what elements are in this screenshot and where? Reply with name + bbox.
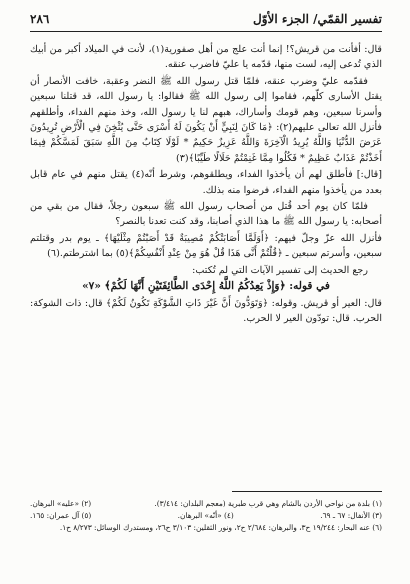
footnote: (٣) الأنفال: ٦٧ ـ ٦٩. [320, 511, 382, 520]
running-title: تفسير القمّي/ الجزء الأوّل [253, 12, 382, 26]
main-text [30, 42, 382, 327]
quran-verse: في قوله: ﴿وَإِذْ يَعِدُكُمُ اللَّهُ إِحْدَى الطَّائِفَتَيْنِ أَنَّهَا لَكُمْ﴾ «٧» [82, 280, 330, 293]
footnote-row [30, 510, 382, 522]
paragraph: رجع الحديث إلى تفسير الآيات التي لم تُكتب: [192, 264, 368, 276]
page-number: ٢٨٦ [30, 12, 50, 26]
footnotes [30, 498, 382, 534]
footnote: (٥) آل عمران: ١٦٥. [30, 511, 92, 520]
header-rule [30, 31, 382, 32]
paragraph: قال: أفأنت من قريش؟! إنما أنت علج من أهل صفورية(١)، لأنت في الميلاد أكبر من أبيك الذي تُدعى إليه، لست منها، قدّمه يا عليّ فاضرب عنقه. [30, 44, 382, 71]
paragraph: قال: العير أو قريش. وقوله: ﴿وَتَوَدُّونَ أَنَّ غَيْرَ ذَاتِ الشَّوْكَةِ تَكُونُ لَكُمْ﴾ قال: ذات الشوكة: الحرب. قال: تودّون العير لا الحرب. [30, 297, 382, 324]
footnote-row [30, 498, 382, 510]
footnote: (٦) عنه البحار: ١٩/٢٤٤ ح٣، والبرهان: ٢/٦٨٤ ح٢، ونور الثقلين: ٣/١٠٣ ح٢٦، ومستدرك الوسائل: ٨/٢٧٣ ح١. [59, 523, 382, 532]
paragraph: فقدّمه عليّ وضرب عنقه، فلمّا قتل رسول الله ﷺ النضر وعقبة، خافت الأنصار أن يقتل الأسارى كلّهم، فقاموا إلى رسول الله ﷺ فقالوا: يا رسول الله، قد قتلنا سبعين وأسرنا سبعين، وهم قومك وأساراك، هبهم لنا يا رسول الله، وخذ منهم الفداء، وأطلقهم فأنزل الله تعالى عليهم(٢): ﴿مَا كَانَ لِنَبِيٍّ أَنْ يَكُونَ لَهُ أَسْرَى حَتَّى يُثْخِنَ فِي الْأَرْضِ تُرِيدُونَ عَرَضَ الدُّنْيَا وَاللَّهُ يُرِيدُ الْآخِرَةَ وَاللَّهُ عَزِيزٌ حَكِيمٌ * لَوْلَا كِتَابٌ مِنَ اللَّهِ سَبَقَ لَمَسَّكُمْ فِيمَا أَخَذْتُمْ عَذَابٌ عَظِيمٌ * فَكُلُوا مِمَّا غَنِمْتُمْ حَلَالًا طَيِّبًا﴾(٣) [30, 75, 382, 164]
paragraph: [قال:] فأطلق لهم أن يأخذوا الفداء، ويطلقوهم، وشرط أنّه(٤) يقتل منهم في عام قابل بعدد من يأخذوا منهم الفداء، فرضوا منه بذلك. [30, 169, 382, 196]
footnote: (٢) «عليه» البرهان. [30, 499, 92, 508]
footnote-rule [232, 491, 382, 492]
footnote: (٤) «أنّه» البرهان. [177, 511, 234, 520]
paragraph: فلمّا كان يوم أحد قُتل من أصحاب رسول الله ﷺ سبعون رجلاً، فقال من بقي من أصحابه: يا رسول الله ﷺ ما هذا الذي أصابنا، وقد كنت تعدنا بالنصر؟ [30, 201, 382, 228]
page-header [30, 12, 382, 30]
footnote: (١) بلدة من نواحي الأردن بالشام وهي قرب طبرية (معجم البلدان: ٣/٤١٤). [154, 499, 382, 508]
paragraph: فأنزل الله عزّ وجلّ فيهم: ﴿أَوَلَمَّا أَصَابَتْكُمْ مُصِيبَةٌ قَدْ أَصَبْتُمْ مِثْلَيْهَا﴾ ـ يوم بدر وقتلتم سبعين، وأسرتم سبعين ـ ﴿قُلْتُمْ أَنَّى هَذَا قُلْ هُوَ مِنْ عِنْدِ أَنْفُسِكُمْ﴾(٥) بما اشترطتم.(٦) [30, 232, 382, 260]
